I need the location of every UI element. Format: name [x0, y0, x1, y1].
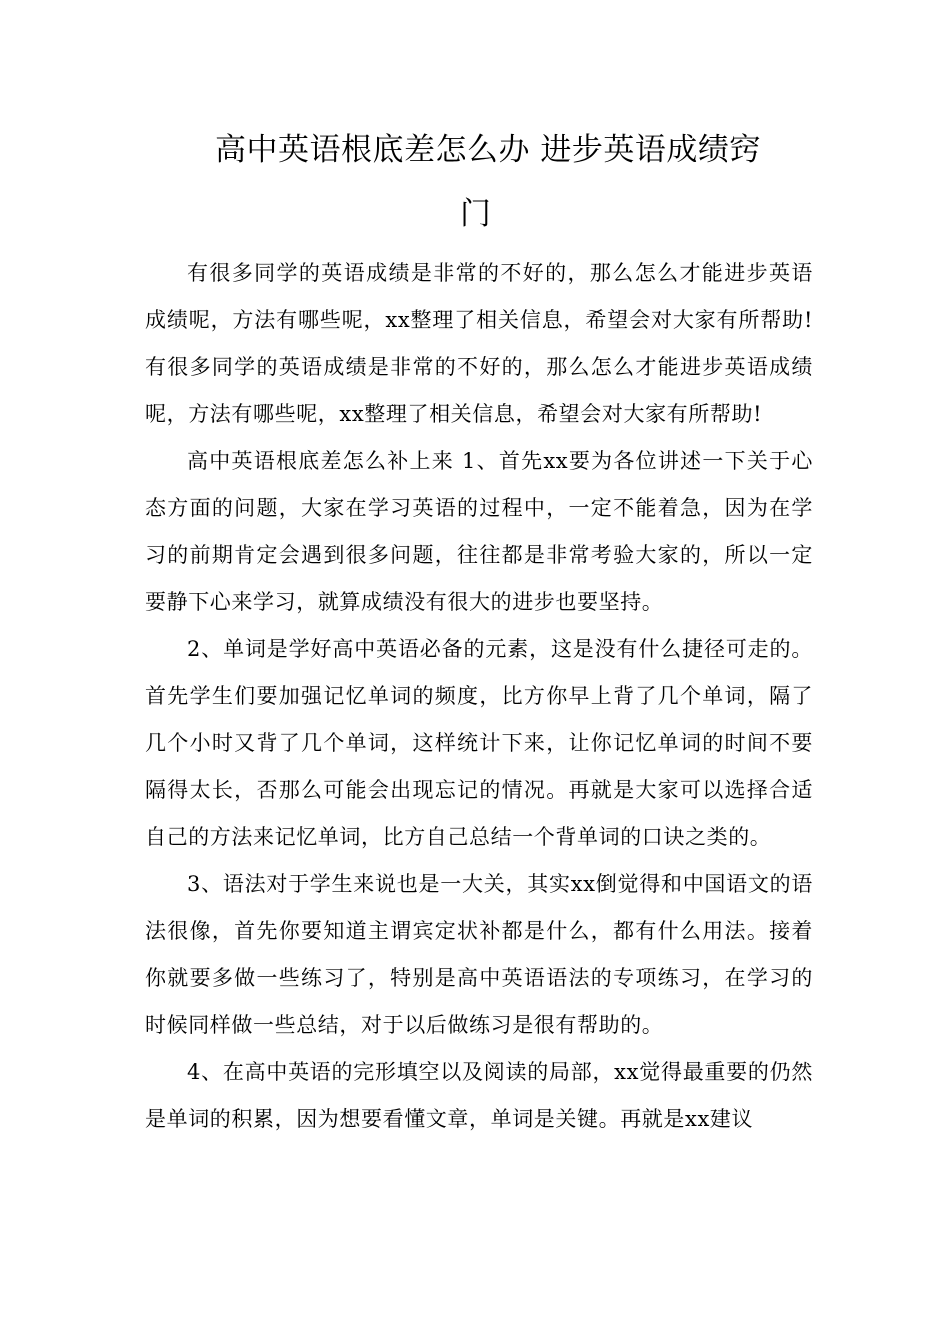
paragraph: 有很多同学的英语成绩是非常的不好的，那么怎么才能进步英语成绩呢，方法有哪些呢，xx整理了相关信息，希望会对大家有所帮助!有很多同学的英语成绩是非常的不好的，那么怎么才能进步英语成绩呢，方法有哪些呢，xx整理了相关信息，希望会对大家有所帮助!	[145, 261, 813, 426]
paragraph: 4、在高中英语的完形填空以及阅读的局部，xx觉得最重要的仍然是单词的积累，因为想要看懂文章，单词是关键。再就是xx建议	[145, 1060, 813, 1131]
paragraph: 高中英语根底差怎么补上来 1、首先xx要为各位讲述一下关于心态方面的问题，大家在学习英语的过程中，一定不能着急，因为在学习的前期肯定会遇到很多问题，往往都是非常考验大家的，所以一定要静下心来学习，就算成绩没有很大的进步也要坚持。	[145, 449, 813, 614]
title-line-1: 高中英语根底差怎么办 进步英语成绩窍	[215, 132, 761, 168]
paragraph: 2、单词是学好高中英语必备的元素，这是没有什么捷径可走的。首先学生们要加强记忆单词的频度，比方你早上背了几个单词，隔了几个小时又背了几个单词，这样统计下来，让你记忆单词的时间不要隔得太长，否那么可能会出现忘记的情况。再就是大家可以选择合适自己的方法来记忆单词，比方自己总结一个背单词的口诀之类的。	[145, 637, 813, 849]
paragraph: 3、语法对于学生来说也是一大关，其实xx倒觉得和中国语文的语法很像，首先你要知道主谓宾定状补都是什么，都有什么用法。接着你就要多做一些练习了，特别是高中英语语法的专项练习，在学习的时候同样做一些总结，对于以后做练习是很有帮助的。	[145, 872, 813, 1037]
document-body	[145, 250, 813, 1143]
title-line-2: 门	[460, 196, 492, 232]
document-title	[215, 118, 815, 246]
